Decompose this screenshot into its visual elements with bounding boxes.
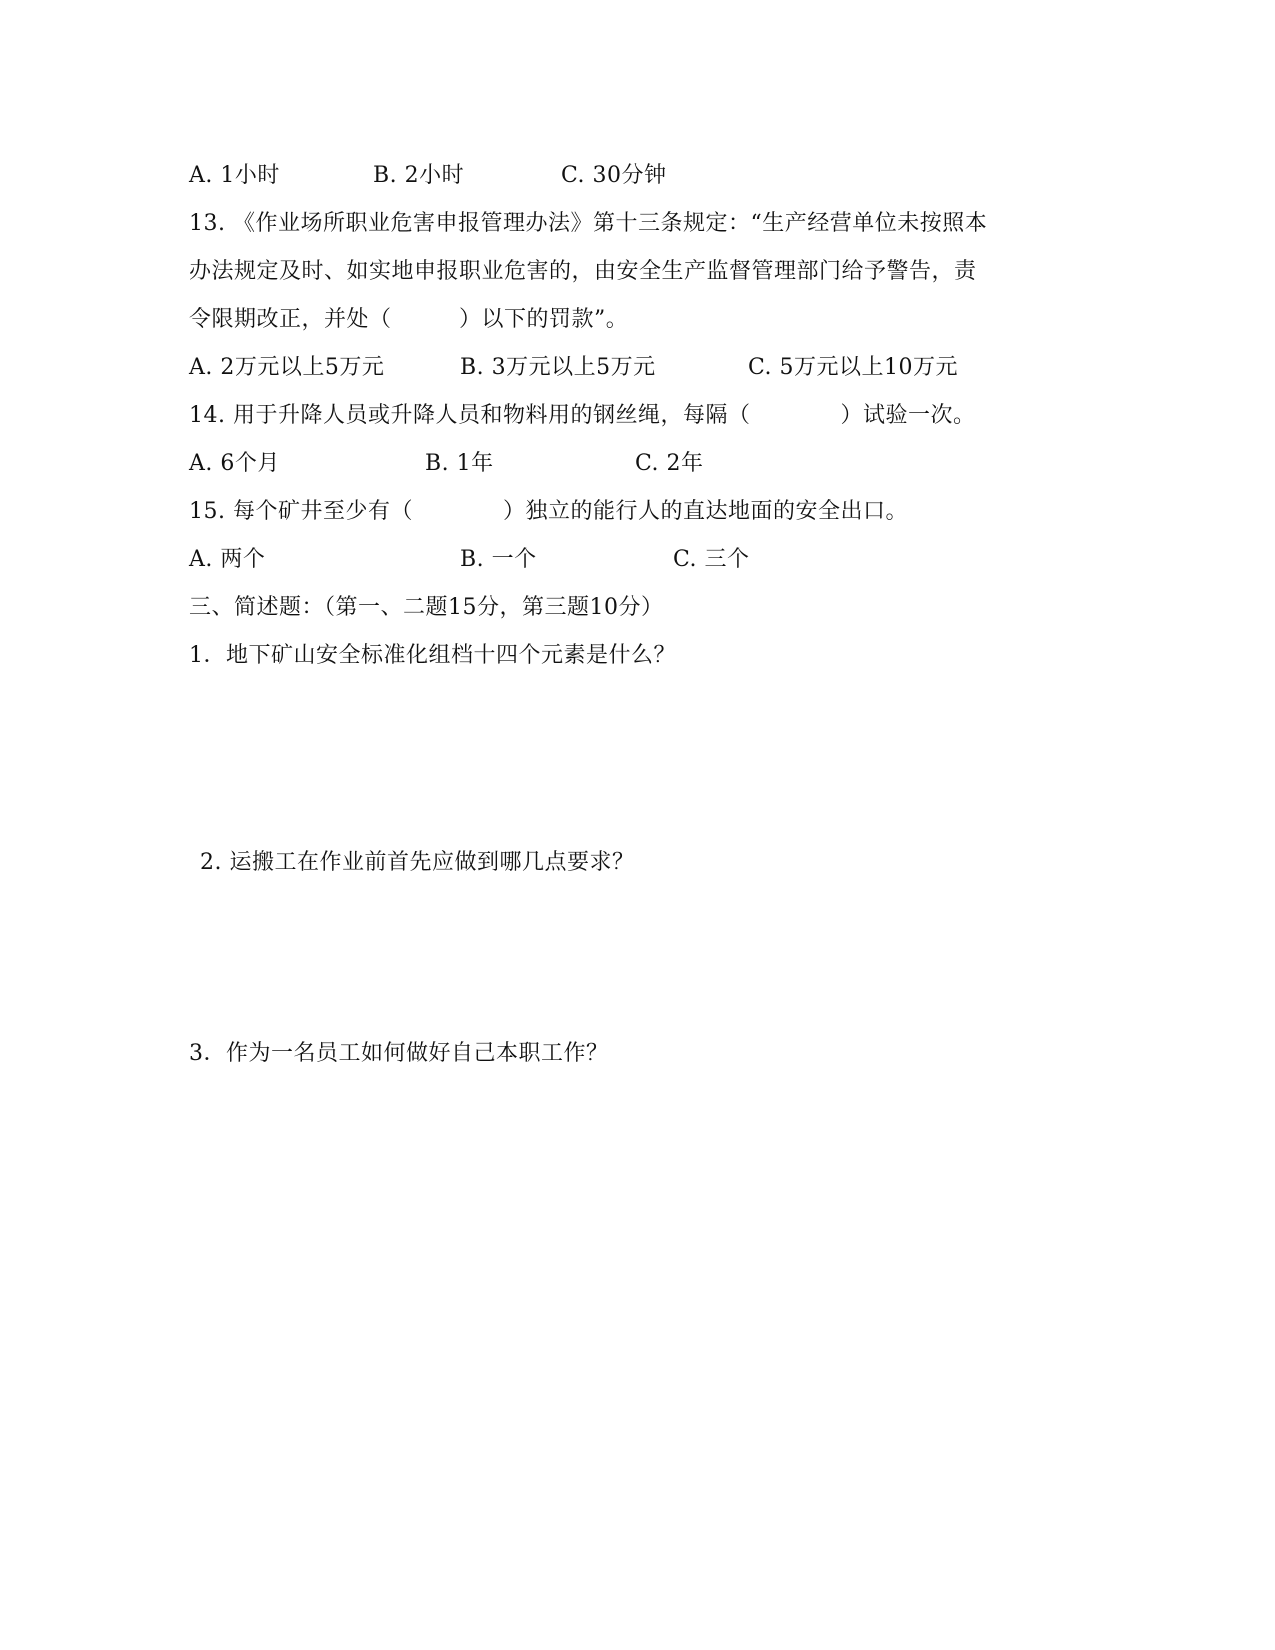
- q12-option-b: B. 2小时: [373, 163, 465, 188]
- section3-question-1: 1．地下矿山安全标准化组档十四个元素是什么？: [189, 643, 676, 668]
- q14-option-c: C. 2年: [635, 451, 704, 476]
- q15-option-a: A. 两个: [189, 547, 266, 572]
- q14-option-b: B. 1年: [425, 451, 494, 476]
- q14-text: 14. 用于升降人员或升降人员和物料用的钢丝绳，每隔（ ）试验一次。: [189, 403, 976, 428]
- q13-line-2: 办法规定及时、如实地申报职业危害的，由安全生产监督管理部门给予警告，责: [189, 259, 977, 284]
- q13-option-a: A. 2万元以上5万元: [189, 355, 385, 380]
- q14-option-a: A. 6个月: [189, 451, 280, 476]
- q15-option-b: B. 一个: [460, 547, 537, 572]
- section3-question-3: 3．作为一名员工如何做好自己本职工作？: [189, 1041, 609, 1066]
- q13-option-c: C. 5万元以上10万元: [748, 355, 959, 380]
- section3-question-2: 2. 运搬工在作业前首先应做到哪几点要求？: [200, 850, 635, 875]
- q13-line-1: 13. 《作业场所职业危害申报管理办法》第十三条规定：“生产经营单位未按照本: [189, 211, 988, 236]
- q12-option-a: A. 1小时: [189, 163, 280, 188]
- q13-line-3: 令限期改正，并处（ ）以下的罚款”。: [189, 307, 629, 332]
- section3-heading: 三、简述题：（第一、二题15分，第三题10分）: [189, 595, 664, 620]
- q13-option-b: B. 3万元以上5万元: [460, 355, 656, 380]
- q15-option-c: C. 三个: [673, 547, 750, 572]
- q12-option-c: C. 30分钟: [561, 163, 667, 188]
- q15-text: 15. 每个矿井至少有（ ）独立的能行人的直达地面的安全出口。: [189, 499, 908, 524]
